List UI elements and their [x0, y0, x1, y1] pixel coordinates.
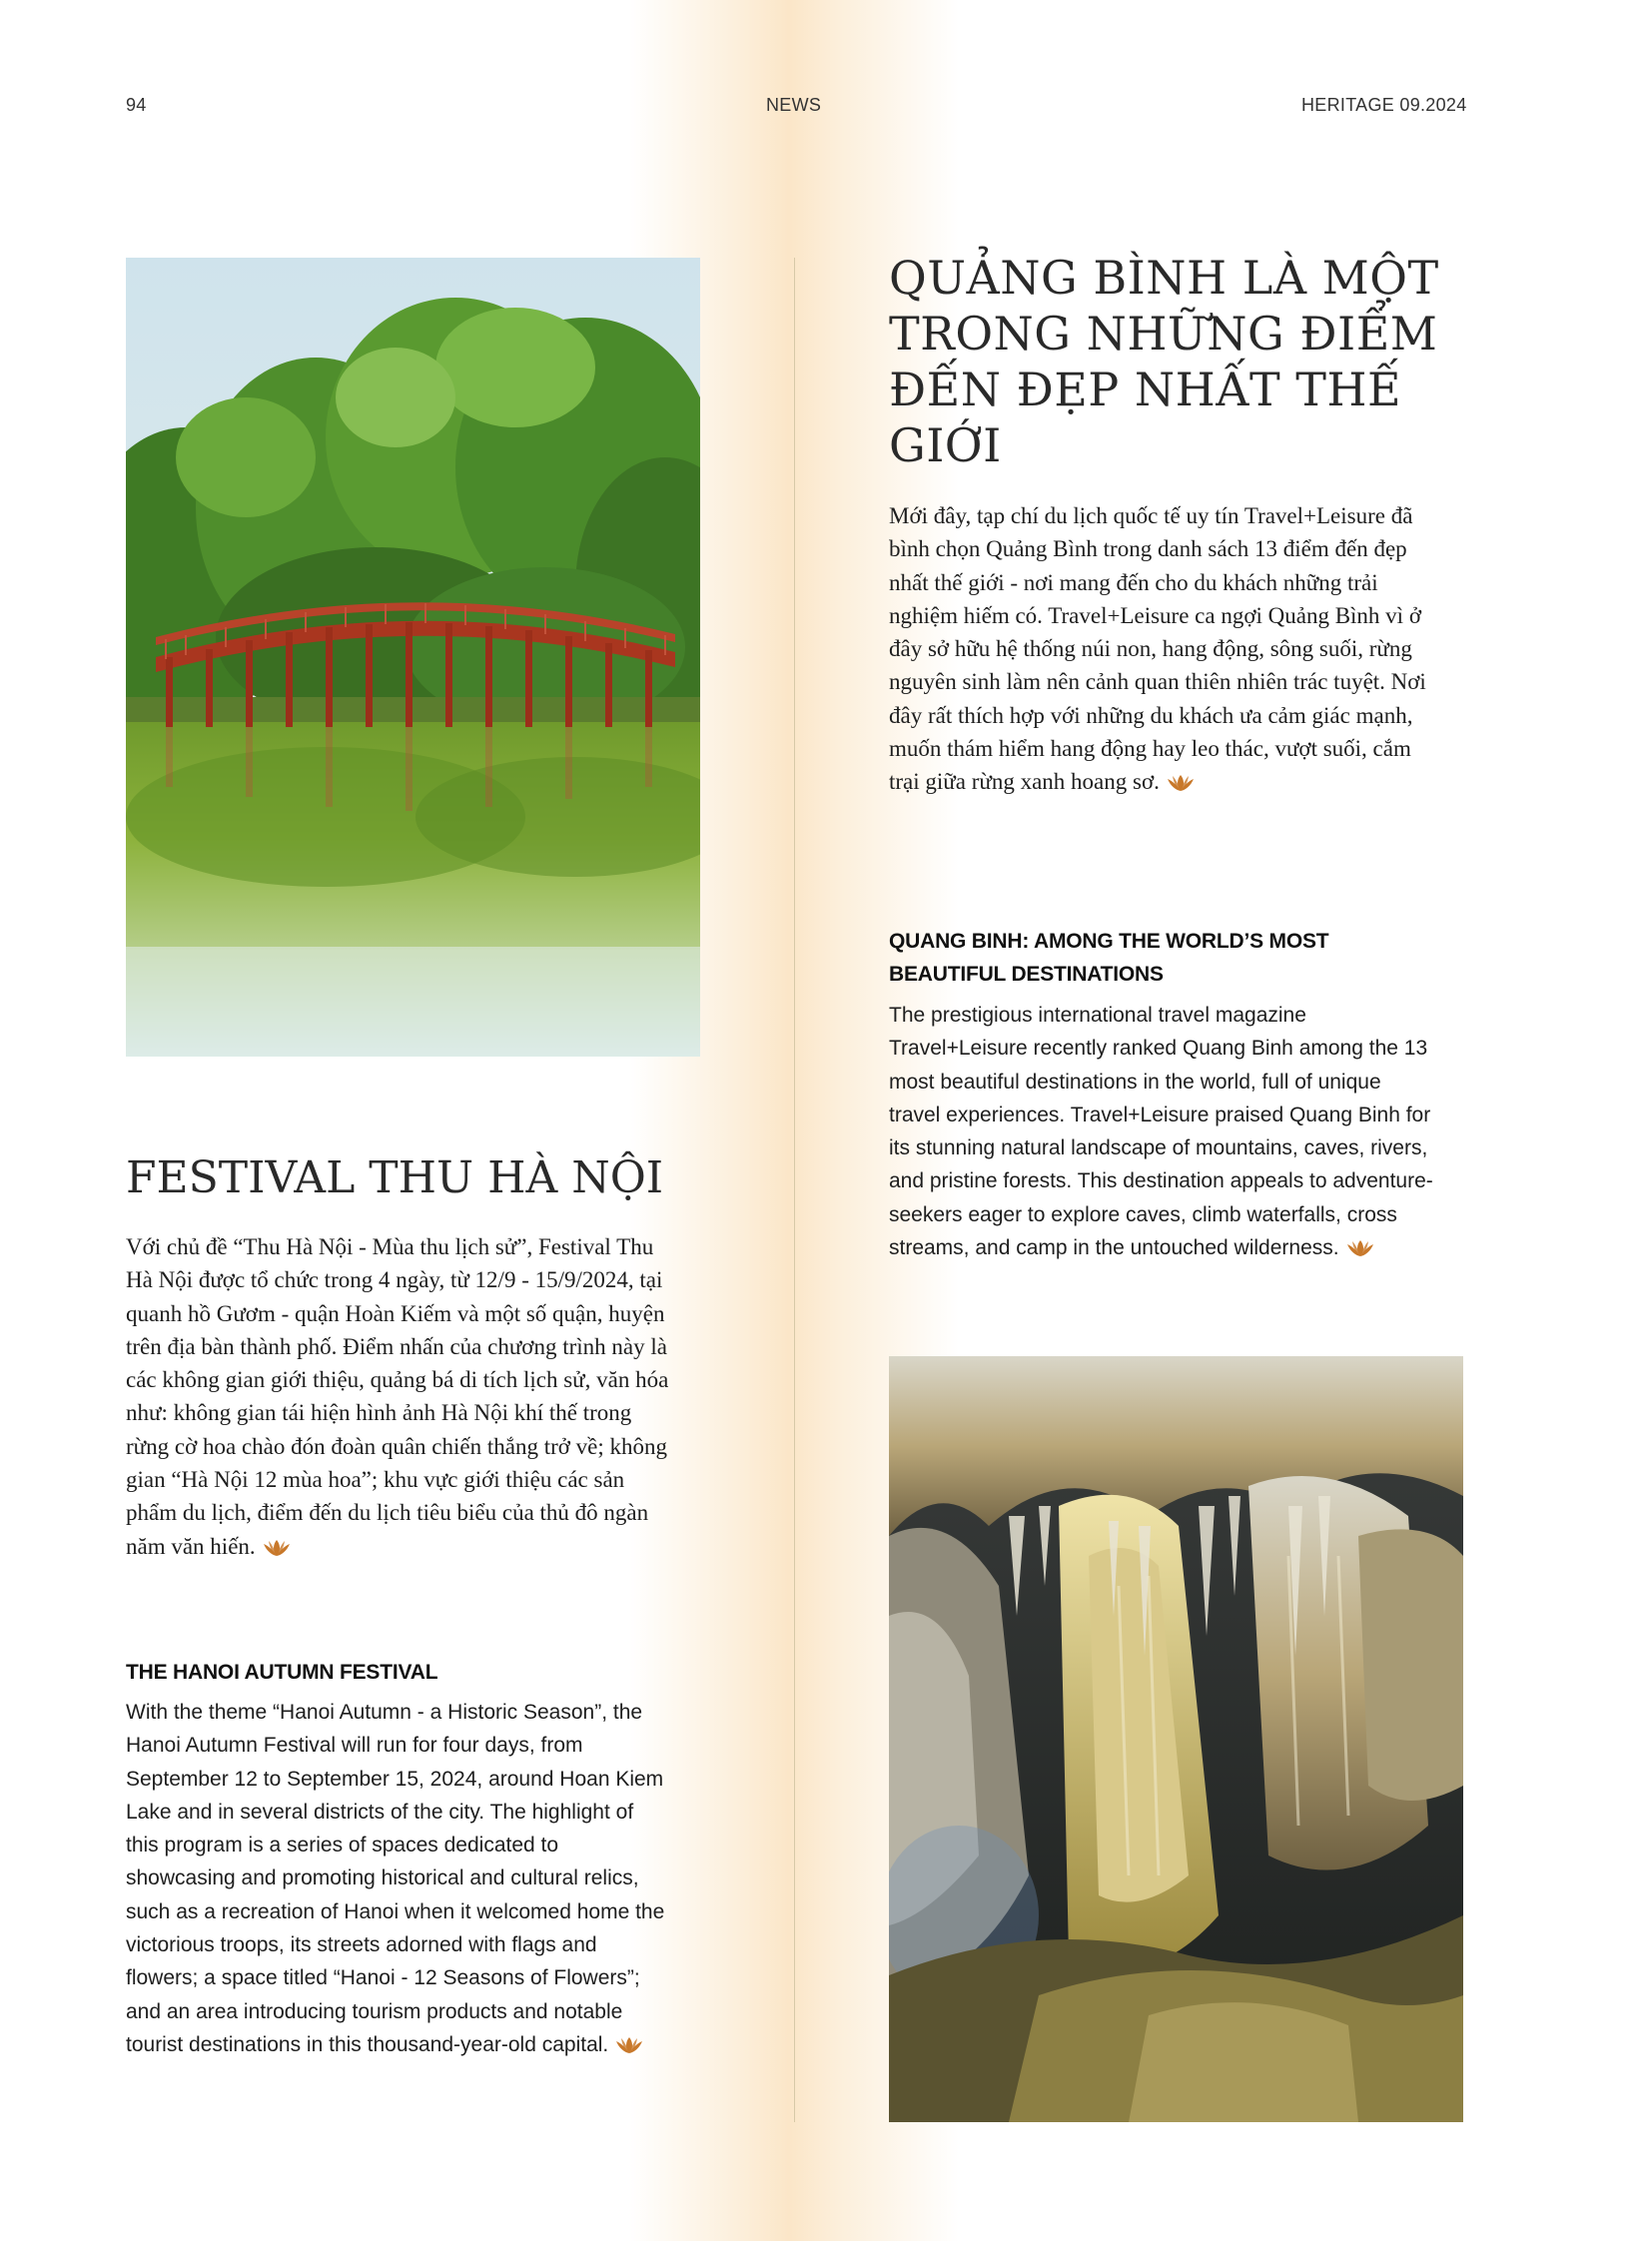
hanoi-festival-body-vn: Với chủ đề “Thu Hà Nội - Mùa thu lịch sử”, Festival Thu Hà Nội được tổ chức trong 4 ngày, từ 12/9 - 15/9/2024, tại quanh hồ Gươm - quận Hoàn Kiếm và một số quận, huyện trên địa bàn thành phố. Điểm nhấn của chương trình này là các không gian giới thiệu, quảng bá di tích lịch sử, văn hóa như: không gian tái hiện hình ảnh Hà Nội khí thế trong rừng cờ hoa chào đón đoàn quân chiến thắng trở về; không gian “Hà Nội 12 mùa hoa”; khu vực giới thiệu các sản phẩm du lịch, điểm đến du lịch tiêu biểu của thủ đô ngàn năm văn hiến. [126, 1230, 670, 1566]
page-number: 94 [126, 95, 147, 115]
quang-binh-body-en: The prestigious international travel magazine Travel+Leisure recently ranked Quang Binh among the 13 most beautiful destinations in the world, full of unique travel experiences. Travel+Leisure praised Quang Binh for its stunning natural landscape of mountains, caves, rivers, and pristine forests. This destination appeals to adventure-seekers eager to explore caves, climb waterfalls, cross streams, and camp in the untouched wilderness. [889, 999, 1433, 1267]
hanoi-festival-title-en: THE HANOI AUTUMN FESTIVAL [126, 1661, 438, 1684]
quang-binh-title-en: QUANG BINH: AMONG THE WORLD’S MOST BEAUTIFUL DESTINATIONS [889, 930, 1329, 986]
quang-binh-body-vn: Mới đây, tạp chí du lịch quốc tế uy tín Travel+Leisure đã bình chọn Quảng Bình trong danh sách 13 điểm đến đẹp nhất thế giới - nơi mang đến cho du khách những trải nghiệm hiếm có. Travel+Leisure ca ngợi Quảng Bình vì ở đây sở hữu hệ thống núi non, hang động, sông suối, rừng nguyên sinh làm nên cảnh quan thiên nhiên trác tuyệt. Nơi đây rất thích hợp với những du khách ưa cảm giác mạnh, muốn thám hiểm hang động hay leo thác, vượt suối, cắm trại giữa rừng xanh hoang sơ. [889, 499, 1433, 802]
phong-nha-cave-photo [889, 1356, 1463, 2122]
issue-label: HERITAGE 09.2024 [1301, 95, 1467, 115]
lotus-icon [614, 2031, 644, 2064]
section-label: NEWS [766, 95, 822, 115]
column-divider [794, 258, 795, 2122]
hanoi-festival-body-en: With the theme “Hanoi Autumn - a Historic Season”, the Hanoi Autumn Festival will run for four days, from September 12 to September 15, 2024, around Hoan Kiem Lake and in several districts of the city. The highlight of this program is a series of spaces dedicated to showcasing and promoting historical and cultural relics, such as a recreation of Hanoi when it welcomed home the victorious troops, its streets adorned with flags and flowers; a space titled “Hanoi - 12 Seasons of Flowers”; and an area introducing tourism products and notable tourist destinations in this thousand-year-old capital. [126, 1696, 665, 2064]
lotus-icon [1166, 768, 1196, 801]
lotus-icon [262, 1533, 292, 1566]
hoan-kiem-lake-photo [126, 258, 700, 1057]
hanoi-festival-title-vn: FESTIVAL THU HÀ NỘI [126, 1152, 664, 1203]
lotus-icon [1345, 1234, 1375, 1267]
quang-binh-title-vn: QUẢNG BÌNH LÀ MỘT TRONG NHỮNG ĐIỂM ĐẾN ĐẸP NHẤT THẾ GIỚI [889, 251, 1439, 472]
